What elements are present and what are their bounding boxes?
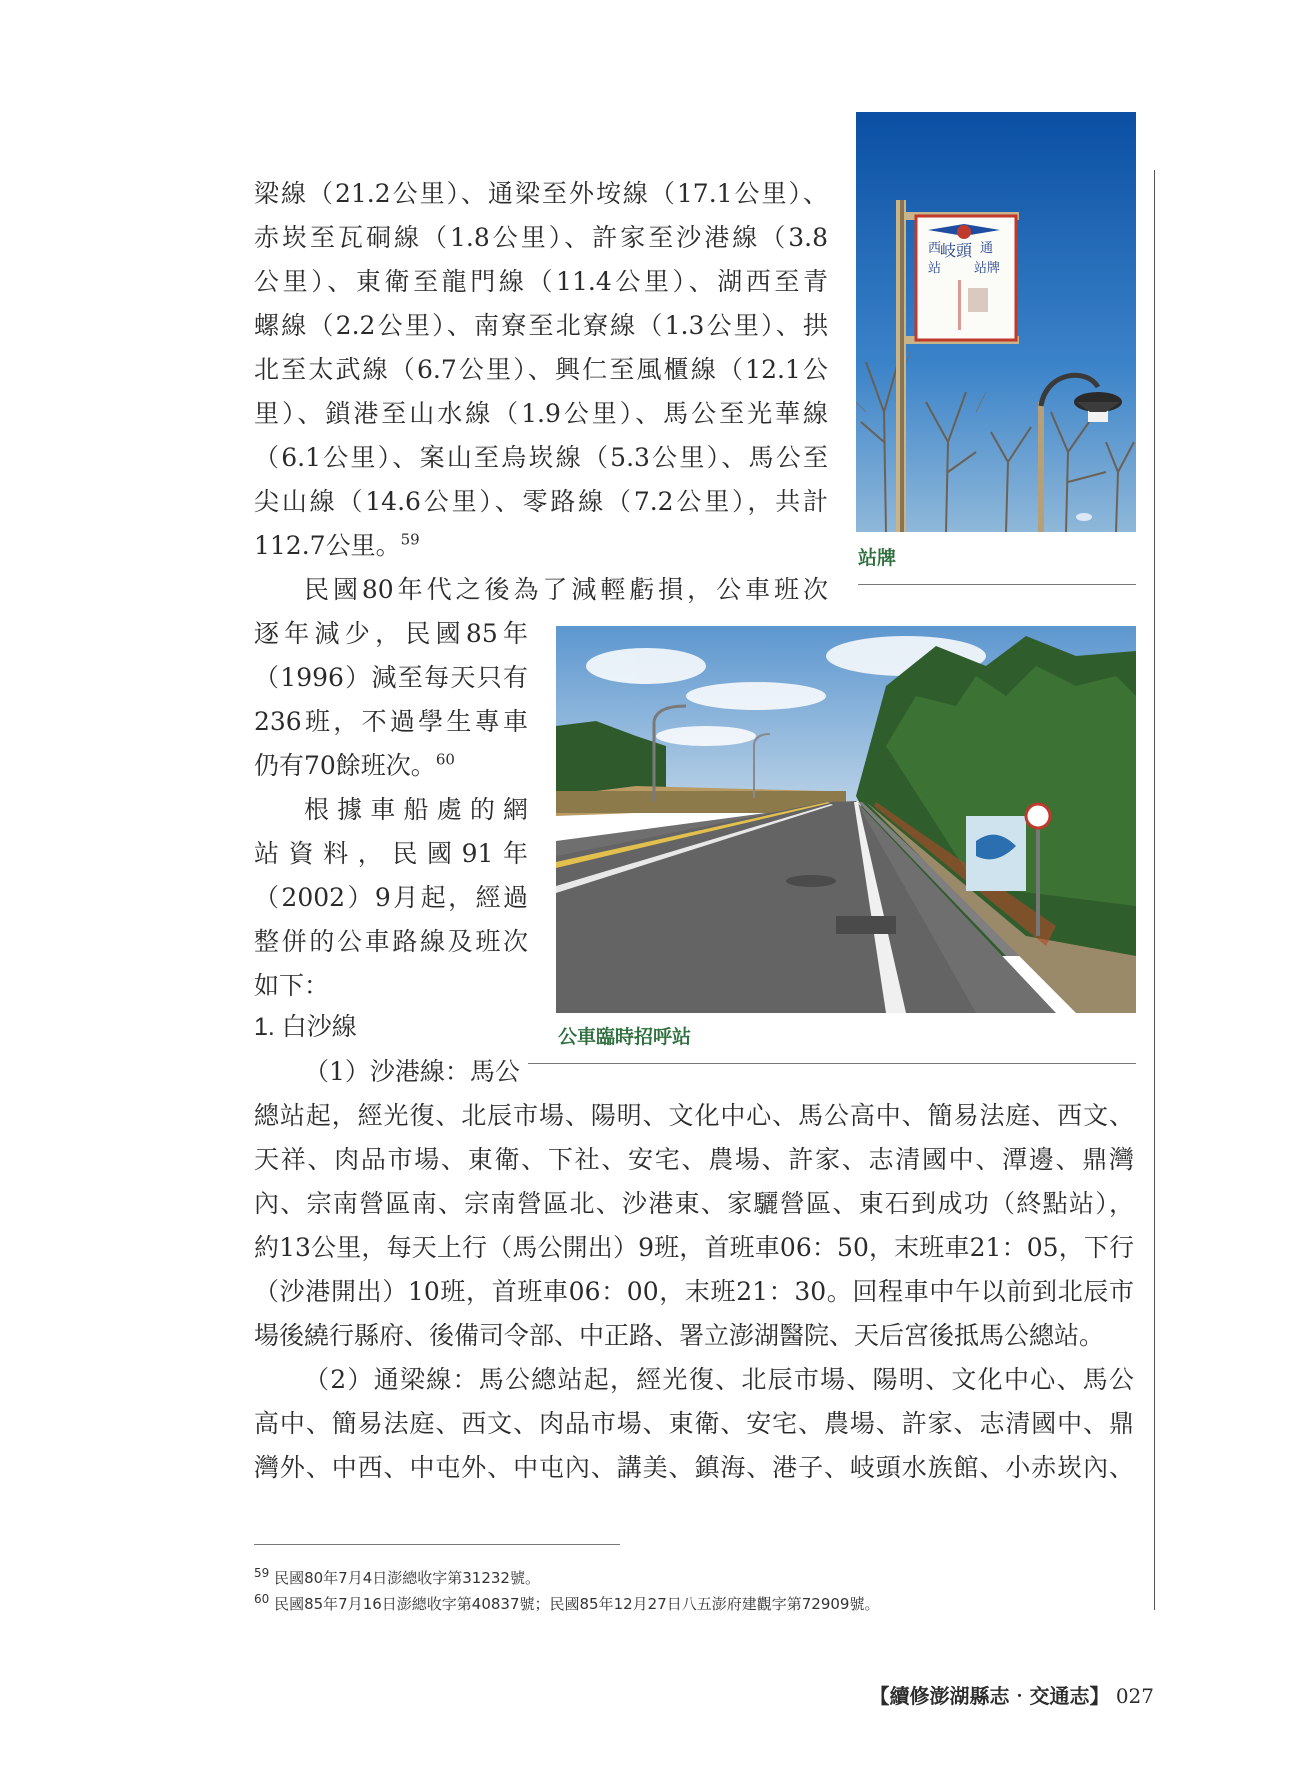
caption-rule <box>858 584 1136 585</box>
text-line: 根據車船處的網 <box>304 795 528 824</box>
footnote-number: 59 <box>254 1566 270 1580</box>
text-line: 公里）、東衛至龍門線（11.4公里）、湖西至青 <box>254 267 828 296</box>
text-line: （1）沙港線：馬公 <box>304 1057 520 1086</box>
text-line: 螺線（2.2公里）、南寮至北寮線（1.3公里）、拱 <box>254 311 828 340</box>
text-line: 灣外、中西、中屯外、中屯內、講美、鎮海、港子、岐頭水族館、小赤崁內、 <box>254 1453 1134 1482</box>
footnote-ref-59[interactable]: 59 <box>400 530 420 549</box>
page-margin-rule <box>1154 170 1155 1610</box>
text-line: 站資料，民國91年 <box>254 839 528 868</box>
text-line: 高中、簡易法庭、西文、肉品市場、東衛、安宅、農場、許家、志清國中、鼎 <box>254 1409 1134 1438</box>
text-line: 天祥、肉品市場、東衛、下社、安宅、農場、許家、志清國中、潭邊、鼎灣 <box>254 1145 1134 1174</box>
text-line-last: 場後繞行縣府、後備司令部、中正路、署立澎湖醫院、天后宮後抵馬公總站。 <box>254 1321 1105 1350</box>
text-line: （沙港開出）10班，首班車06：00，末班21：30。回程車中午以前到北辰市 <box>254 1277 1134 1306</box>
sign-text: 站 <box>928 261 942 276</box>
body-paragraph-2-first <box>304 568 828 612</box>
route-shagang-paragraph <box>254 1094 1134 1358</box>
text-line: 赤崁至瓦硐線（1.8公里）、許家至沙港線（3.8 <box>254 223 828 252</box>
section-heading: 1. 白沙線 <box>254 1013 357 1041</box>
text-line: 總站起，經光復、北辰市場、陽明、文化中心、馬公高中、簡易法庭、西文、 <box>254 1101 1134 1130</box>
footnote-ref-60[interactable]: 60 <box>435 750 455 769</box>
footnote-number: 60 <box>254 1592 270 1606</box>
text-line: 北至太武線（6.7公里）、興仁至風櫃線（12.1公 <box>254 355 828 384</box>
sign-text: 西 <box>928 241 942 256</box>
body-paragraph-1 <box>254 172 828 568</box>
text-line: 內、宗南營區南、宗南營區北、沙港東、家驪營區、東石到成功（終點站）， <box>254 1189 1134 1218</box>
page-footer <box>869 1680 1154 1709</box>
footnote-60 <box>254 1592 879 1614</box>
text-line: 里）、鎖港至山水線（1.9公里）、馬公至光華線 <box>254 399 828 428</box>
temporary-stop-caption: 公車臨時招呼站 <box>558 1026 692 1048</box>
footnote-text: 民國85年7月16日澎總收字第40837號；民國85年12月27日八五澎府建觀字第72909號。 <box>274 1595 880 1613</box>
route-shagang-first <box>304 1050 528 1094</box>
body-paragraph-2 <box>254 612 528 788</box>
sign-text: 通 <box>980 241 994 256</box>
route-tongliang-paragraph <box>254 1402 1134 1490</box>
page-number: 027 <box>1115 1684 1154 1708</box>
sign-text: 站牌 <box>974 261 1001 276</box>
text-line-last <box>254 744 528 788</box>
text-line: 整併的公車路線及班次 <box>254 927 528 956</box>
text-line: 民國80年代之後為了減輕虧損，公車班次 <box>304 575 828 604</box>
route-tongliang-first <box>304 1358 1134 1402</box>
text-line: （6.1公里）、案山至烏崁線（5.3公里）、馬公至 <box>254 443 828 472</box>
footnote-separator <box>254 1544 620 1545</box>
text-line: 約13公里，每天上行（馬公開出）9班，首班車06：50，末班車21：05，下行 <box>254 1233 1134 1262</box>
text-line: 尖山線（14.6公里）、零路線（7.2公里），共計 <box>254 487 828 516</box>
text-line: 逐年減少，民國85年 <box>254 619 528 648</box>
text-line: （1996）減至每天只有 <box>254 663 528 692</box>
text-line: （2）通梁線：馬公總站起，經光復、北辰市場、陽明、文化中心、馬公 <box>304 1365 1134 1394</box>
temporary-stop-photo <box>556 626 1136 1013</box>
caption-rule <box>528 1063 1136 1064</box>
text-line: （2002）9月起，經過 <box>254 883 528 912</box>
text: 112.7公里。 <box>254 531 401 560</box>
book-title: 【續修澎湖縣志‧交通志】 <box>869 1684 1110 1708</box>
body-paragraph-3 <box>254 832 528 1008</box>
sign-text: 岐頭 <box>940 241 973 260</box>
bus-stop-sign-photo <box>856 112 1136 532</box>
text-line-last <box>254 524 828 568</box>
text-line: 梁線（21.2公里）、通梁至外垵線（17.1公里）、 <box>254 179 828 208</box>
footnote-59 <box>254 1566 540 1588</box>
text-line: 236班，不過學生專車 <box>254 707 528 736</box>
bus-stop-sign-caption: 站牌 <box>858 547 897 569</box>
body-paragraph-3-first <box>304 788 528 832</box>
footnote-text: 民國80年7月4日澎總收字第31232號。 <box>274 1569 540 1587</box>
text: 仍有70餘班次。 <box>254 751 436 780</box>
text-line-last: 如下： <box>254 971 330 1000</box>
